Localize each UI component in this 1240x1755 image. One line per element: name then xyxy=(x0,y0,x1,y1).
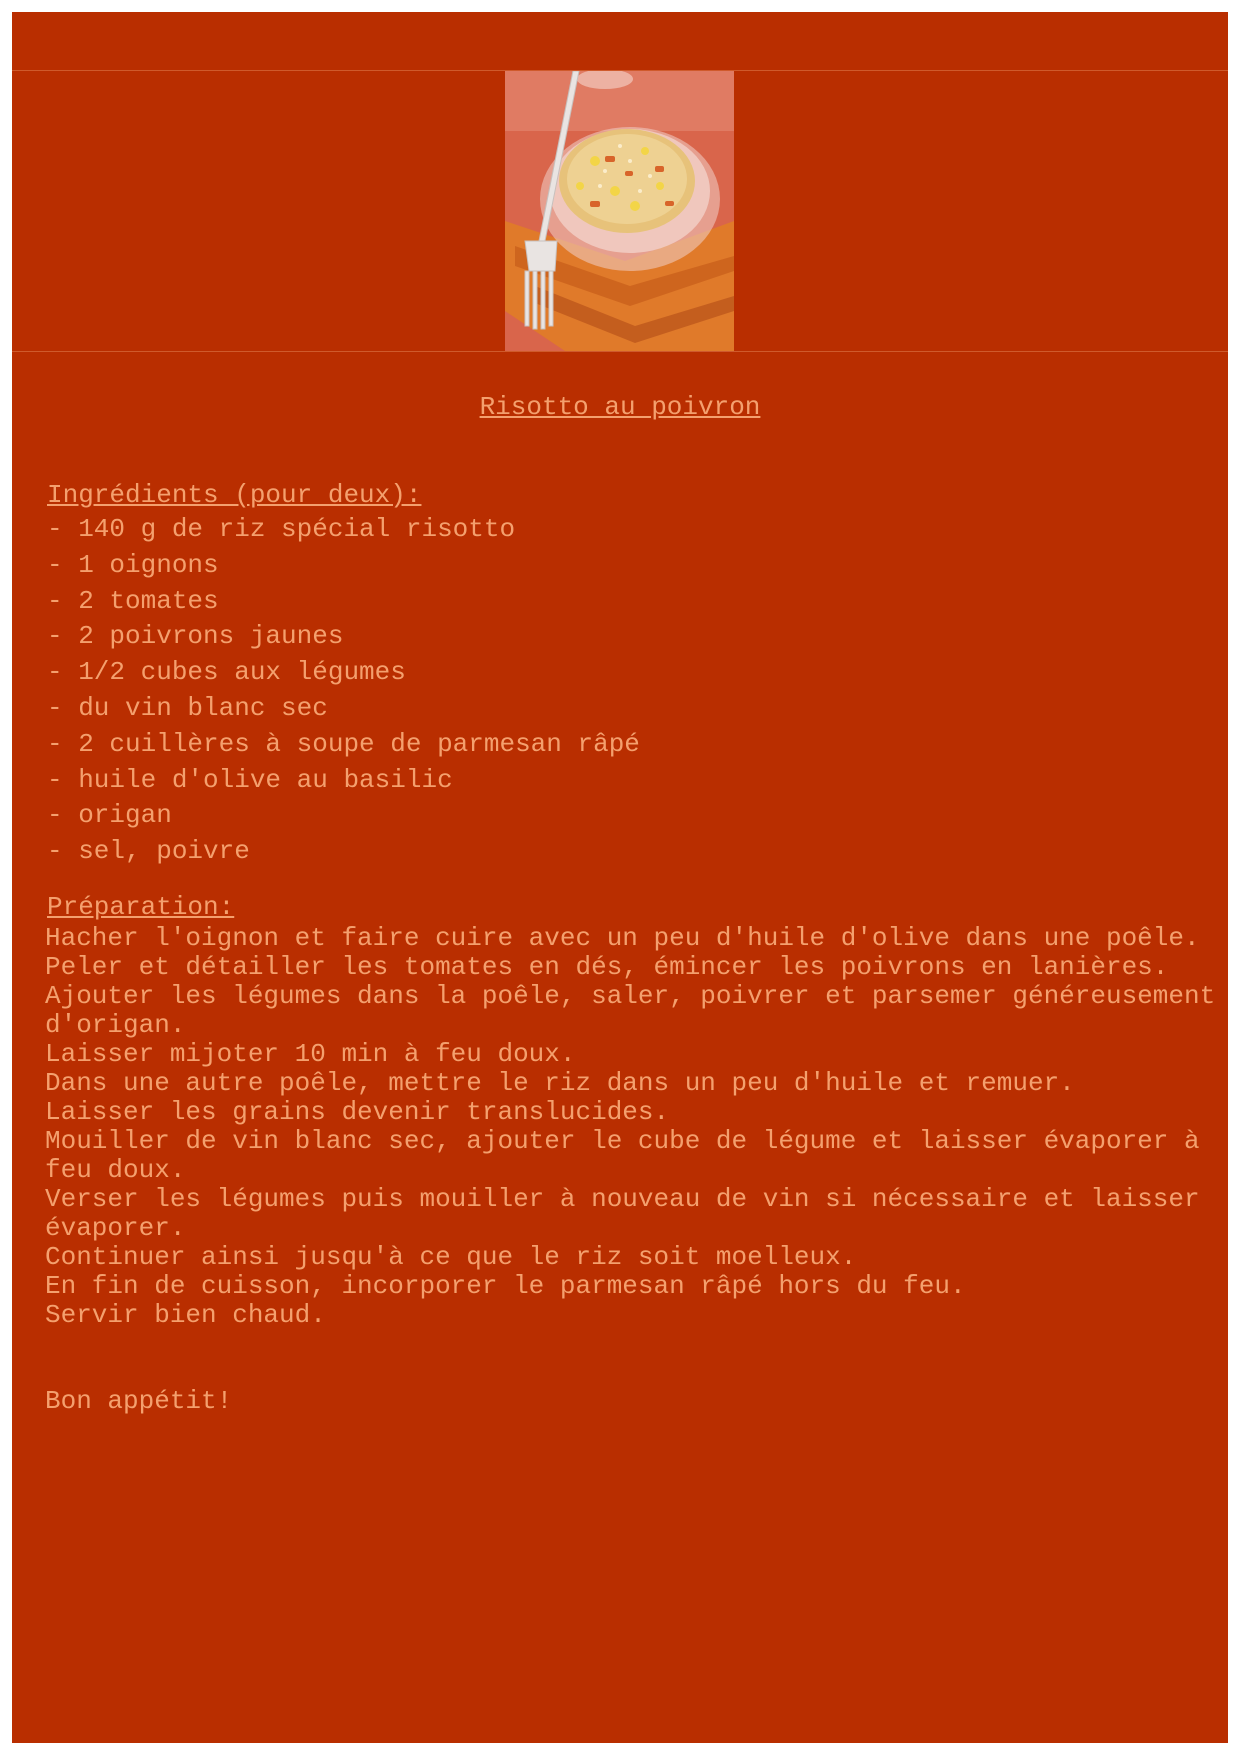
header-band xyxy=(12,12,1228,71)
ingredient-item: - 140 g de riz spécial risotto xyxy=(47,514,516,544)
preparation-steps xyxy=(45,924,1225,1330)
recipe-title: Risotto au poivron xyxy=(479,392,761,422)
photo-band xyxy=(12,71,1228,352)
preparation-step: Mouiller de vin blanc sec, ajouter le cube de légume et laisser évaporer à feu doux. xyxy=(45,1125,1200,1185)
ingredient-item: - 2 cuillères à soupe de parmesan râpé xyxy=(47,728,640,759)
ingredients-heading: Ingrédients (pour deux): xyxy=(47,480,422,510)
recipe-content xyxy=(45,478,1225,1416)
ingredient-item: - du vin blanc sec xyxy=(47,692,328,723)
ingredient-item: - origan xyxy=(47,800,172,831)
preparation-step: Dans une autre poêle, mettre le riz dans un peu d'huile et remuer. xyxy=(45,1067,1075,1098)
preparation-step: Laisser mijoter 10 min à feu doux. xyxy=(45,1038,576,1069)
ingredients-list xyxy=(45,512,1225,870)
preparation-step: Peler et détailler les tomates en dés, émincer les poivrons en lanières. xyxy=(45,951,1169,982)
closing-text: Bon appétit! xyxy=(45,1385,233,1416)
ingredient-item: - 1/2 cubes aux légumes xyxy=(47,657,406,688)
preparation-step: Continuer ainsi jusqu'à ce que le riz soit moelleux. xyxy=(45,1241,857,1272)
preparation-step: Laisser les grains devenir translucides. xyxy=(45,1096,670,1127)
ingredient-item: - 2 tomates xyxy=(47,585,219,616)
preparation-step: En fin de cuisson, incorporer le parmesan râpé hors du feu. xyxy=(45,1270,966,1301)
preparation-heading: Préparation: xyxy=(47,891,235,922)
risotto-photo xyxy=(505,71,734,351)
ingredient-item: - sel, poivre xyxy=(47,836,250,867)
preparation-step: Verser les légumes puis mouiller à nouveau de vin si nécessaire et laisser évaporer. xyxy=(45,1183,1200,1243)
ingredient-item: - huile d'olive au basilic xyxy=(47,764,453,795)
ingredient-item: - 2 poivrons jaunes xyxy=(47,621,344,652)
preparation-step: Hacher l'oignon et faire cuire avec un peu d'huile d'olive dans une poêle. xyxy=(45,922,1200,953)
preparation-step: Servir bien chaud. xyxy=(45,1299,326,1330)
preparation-step: Ajouter les légumes dans la poêle, saler, poivrer et parsemer généreusement d'origan. xyxy=(45,980,1216,1040)
recipe-page xyxy=(12,12,1228,1743)
ingredient-item: - 1 oignons xyxy=(47,549,219,580)
